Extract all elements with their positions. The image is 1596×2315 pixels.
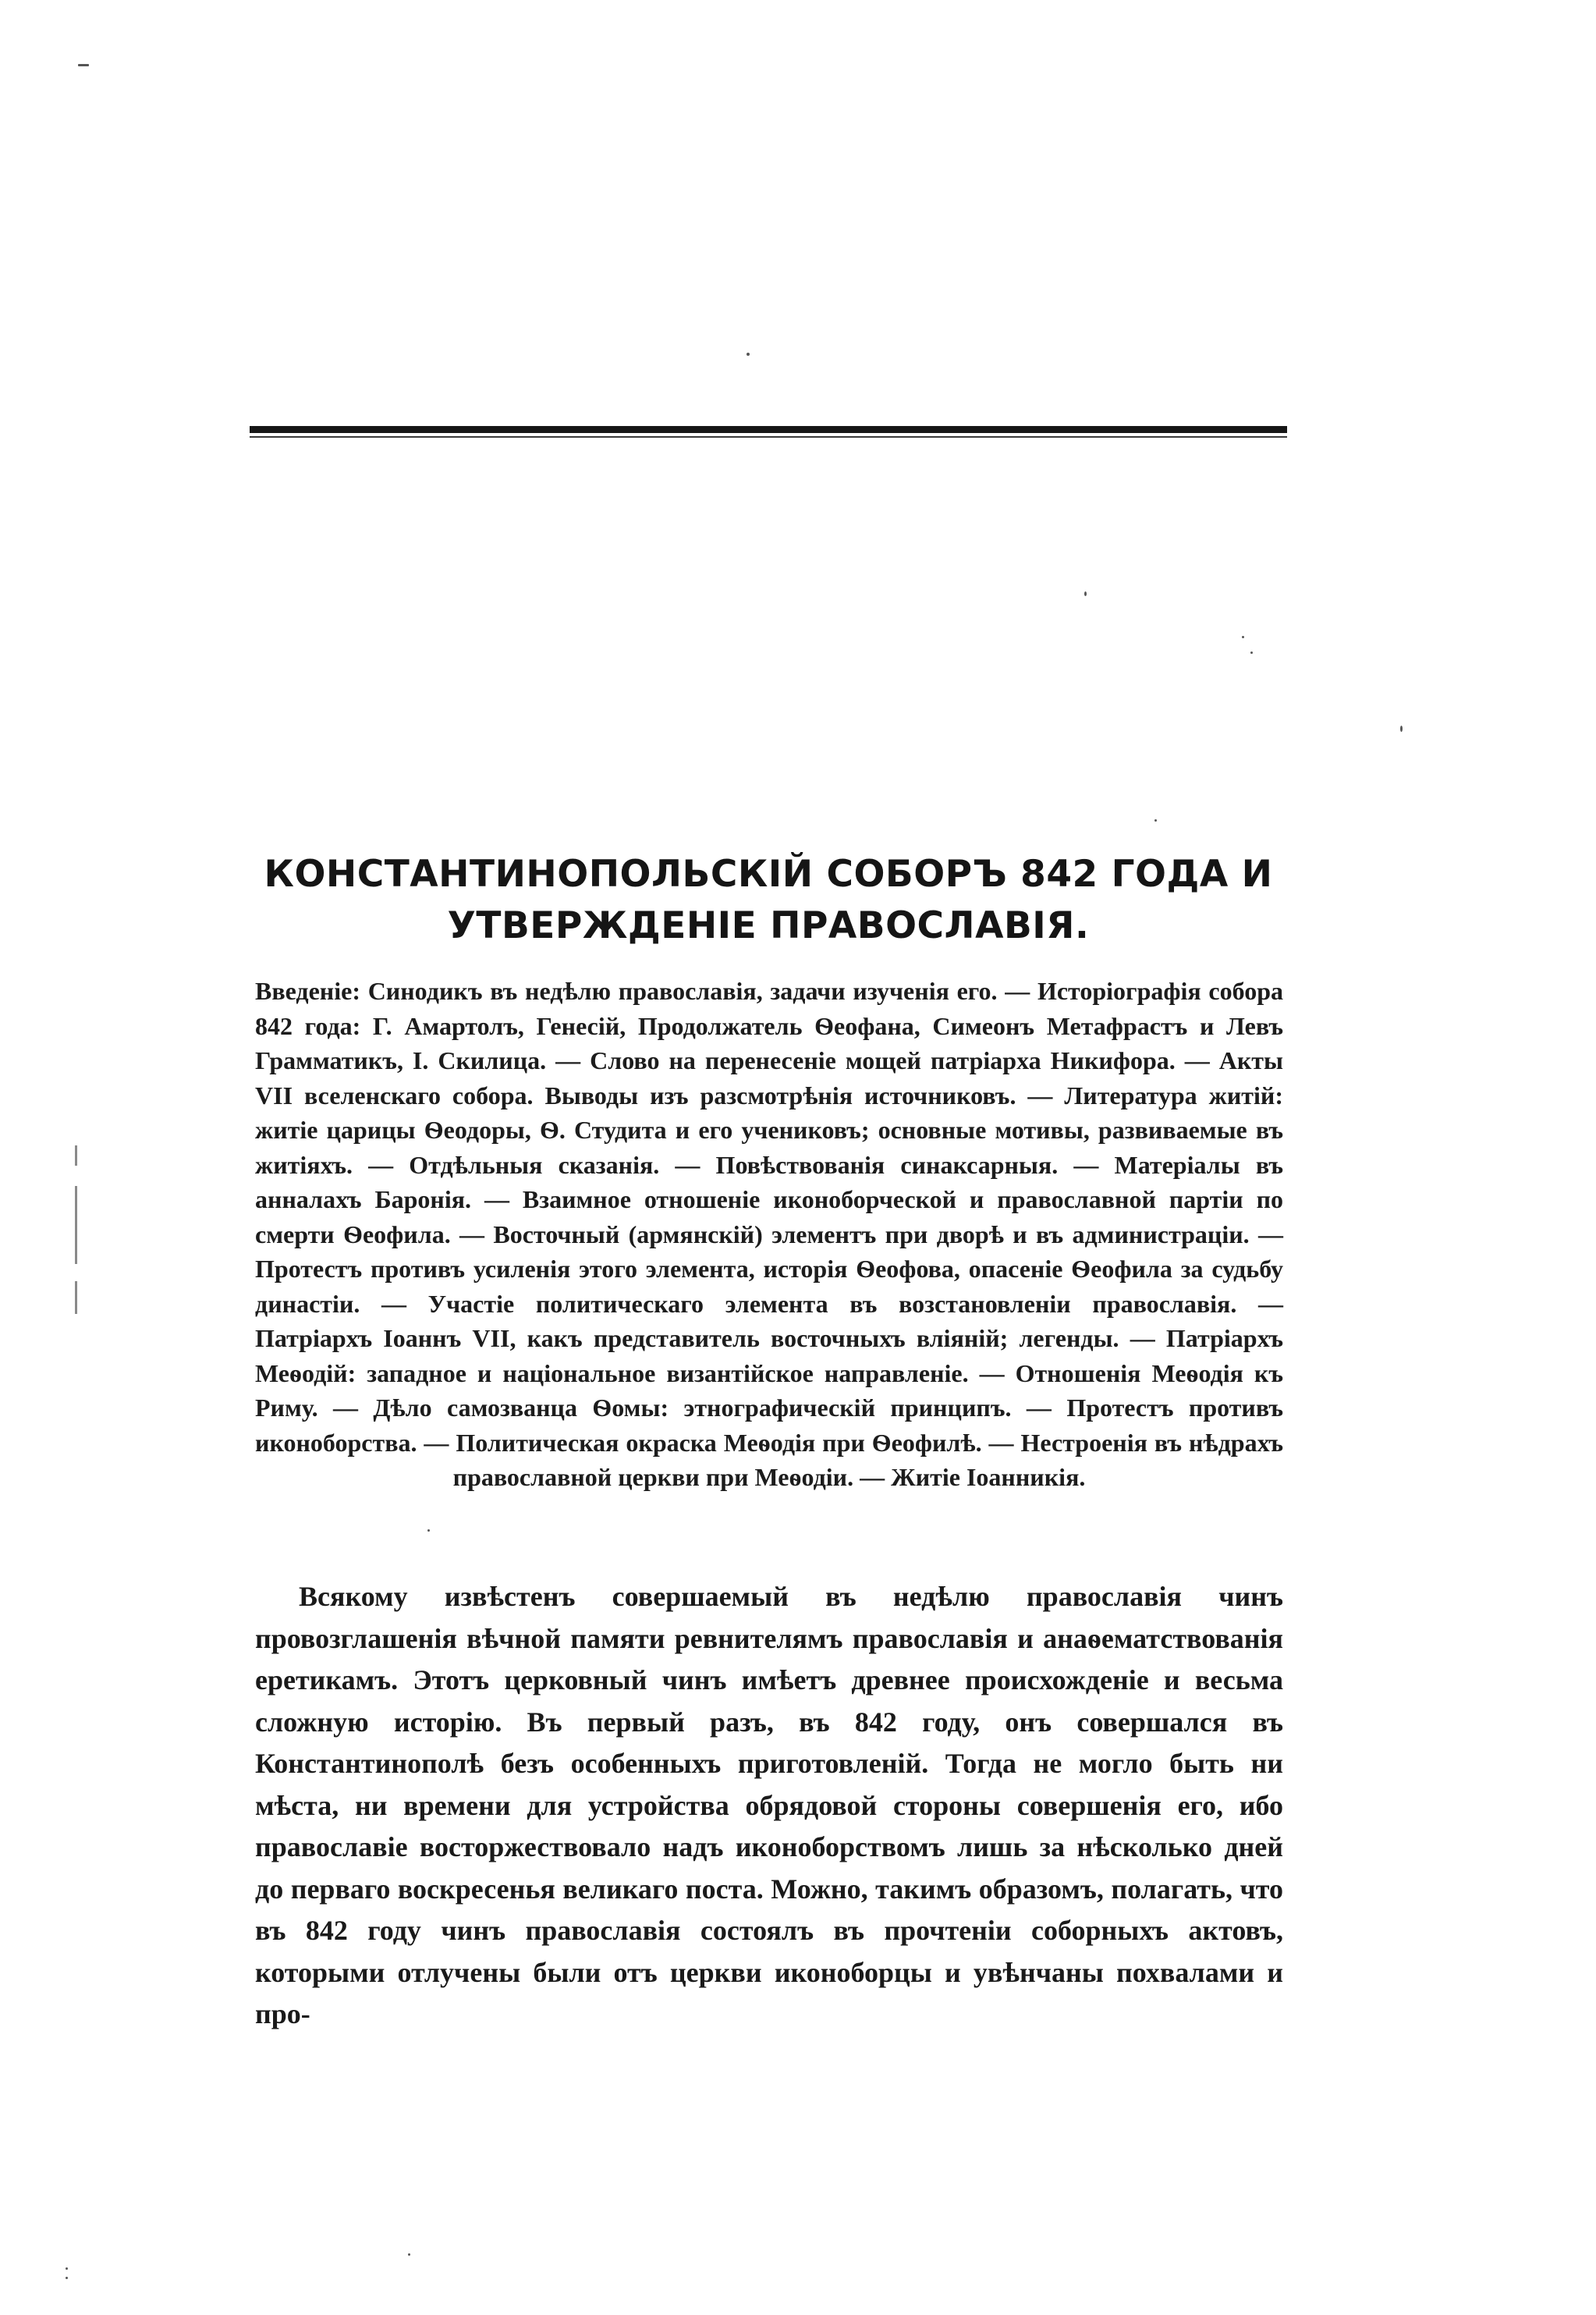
scan-margin-mark — [75, 1281, 77, 1314]
chapter-summary: Введеніе: Синодикъ въ недѣлю православія, задачи изученія его. — Исторіографія собора 842 года: Г. Амартолъ, Генесій, Продолжатель Ѳеофана, Симеонъ Метафрастъ и Левъ Грамматикъ, І. Скилица. — Слово на перенесеніе мощей патріарха Никифора. — Акты VII вселенскаго собора. Выводы изъ разсмотрѣнія источниковъ. — Литература житій: житіе царицы Ѳеодоры, Ѳ. Студита и его учениковъ; основные мотивы, развиваемые въ житіяхъ. — Отдѣльныя сказанія. — Повѣствованія синаксарныя. — Матеріалы въ анналахъ Баронія. — Взаимное отношеніе иконоборческой и православной партіи по смерти Ѳеофила. — Восточный (армянскій) элементъ при дворѣ и въ администраціи. — Протестъ противъ усиленія этого элемента, исторія Ѳеофова, опасеніе Ѳеофила за судьбу династіи. — Участіе политическаго элемента въ возстановленіи православія. — Патріархъ Іоаннъ VII, какъ представитель восточныхъ вліяній; легенды. — Патріархъ Меѳодій: западное и національное византійское направленіе. — Отношенія Меѳодія къ Риму. — Дѣло самозванца Ѳомы: этнографическій принципъ. — Протестъ противъ иконоборства. — Политическая окраска Меѳодія при Ѳеофилѣ. — Нестроенія въ нѣдрахъ православной церкви при Меѳодіи. — Житіе Іоанникія. — [255, 977, 1283, 1491]
scan-speck — [66, 2267, 68, 2270]
scan-speck — [1154, 819, 1157, 822]
header-rule — [250, 426, 1287, 433]
scan-speck — [1084, 591, 1087, 596]
scan-margin-mark — [75, 1186, 77, 1264]
scan-speck — [1400, 726, 1403, 732]
scan-speck — [427, 1529, 430, 1532]
scan-speck — [408, 2253, 410, 2256]
scan-speck — [1250, 652, 1253, 654]
chapter-title: КОНСТАНТИНОПОЛЬСКІЙ СОБОРЪ 842 ГОДА И УТВЕРЖДЕНІЕ ПРАВОСЛАВІЯ. — [264, 853, 1273, 947]
scan-speck — [1242, 636, 1244, 638]
body-paragraph: Всякому извѣстенъ совершаемый въ недѣлю православія чинъ провозглашенія вѣчной памяти ревнителямъ православія и анаѳематствованія еретикамъ. Этотъ церковный чинъ имѣетъ древнее происхожденіе и весьма сложную исторію. Въ первый разъ, въ 842 году, онъ совершался въ Константинополѣ безъ особенныхъ приготовленій. Тогда не могло быть ни мѣста, ни времени для устройства обрядовой стороны совершенія его, ибо православіе восторжествовало надъ иконоборствомъ лишь за нѣсколько дней до перваго воскресенья великаго поста. Можно, такимъ образомъ, полагать, что въ 842 году чинъ православія состоялъ въ прочтеніи соборныхъ актовъ, которыми отлучены были отъ церкви иконоборцы и увѣнчаны похвалами и про- — [255, 1581, 1283, 2029]
scan-speck — [78, 64, 89, 66]
scan-speck — [66, 2277, 68, 2279]
scan-speck — [747, 353, 750, 356]
scan-margin-mark — [75, 1145, 77, 1166]
